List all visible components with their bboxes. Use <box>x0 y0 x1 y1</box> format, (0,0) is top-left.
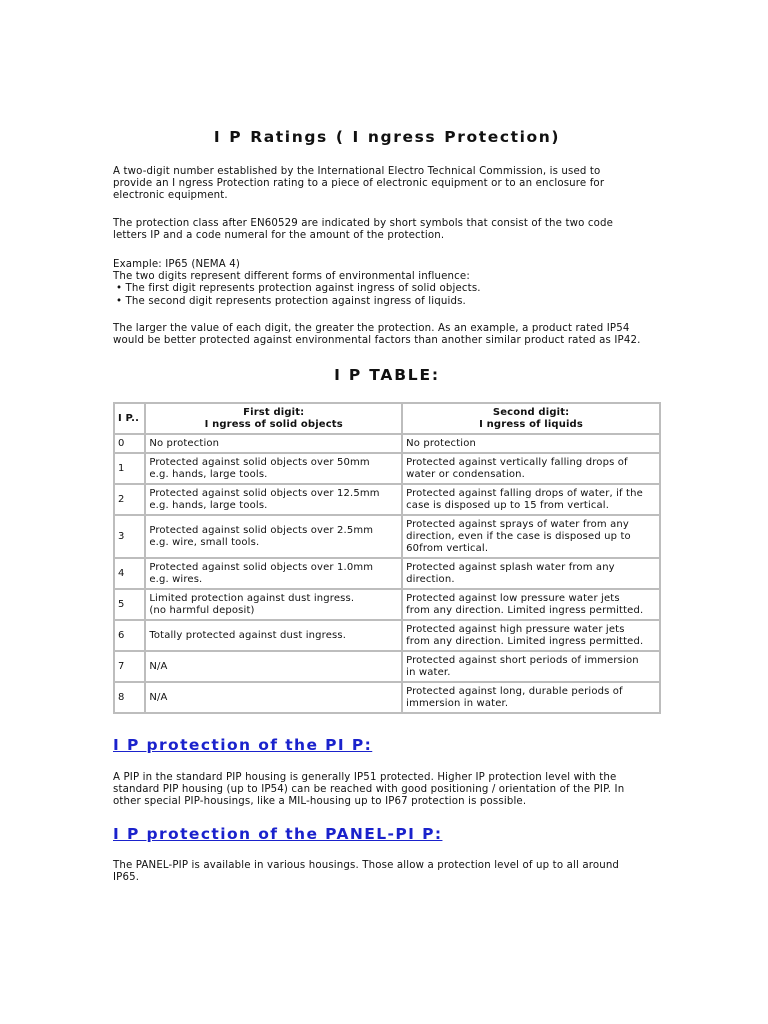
solid-objects-cell <box>145 558 402 589</box>
liquids-cell <box>402 484 660 515</box>
intro-line: electronic equipment. <box>113 190 228 202</box>
cell-text-line: Protected against solid objects over 1.0mm <box>149 561 374 573</box>
table-row <box>114 682 660 713</box>
pip-line: A PIP in the standard PIP housing is generally IP51 protected. Higher IP protection level with the <box>113 772 617 783</box>
table-row <box>114 434 660 453</box>
table-row <box>114 453 660 484</box>
solid-objects-cell <box>145 682 402 713</box>
table-row <box>114 589 660 620</box>
cell-text-line: Protected against vertically falling drops of <box>406 456 628 468</box>
cell-text-line: Protected against solid objects over 12.5mm <box>149 487 380 499</box>
cell-text-line: Protected against solid objects over 2.5mm <box>149 524 374 536</box>
pip-section-heading: I P protection of the PI P: <box>113 736 373 754</box>
table-row <box>114 484 660 515</box>
protection-class-paragraph <box>113 218 661 242</box>
cell-text-line: direction, even if the case is disposed up to <box>406 530 631 542</box>
cell-text-line: Protected against solid objects over 50mm <box>149 456 370 468</box>
cell-text-line: in water. <box>406 666 451 678</box>
intro-line: A two-digit number established by the International Electro Technical Commission, is used to <box>113 166 601 177</box>
ip-table-title: I P TABLE: <box>334 366 440 384</box>
larger-value-paragraph <box>113 323 661 347</box>
header-first-digit-sub: I ngress of solid objects <box>204 418 343 430</box>
cell-text-line: (no harmful deposit) <box>149 604 255 616</box>
ip-level-cell: 3 <box>114 515 145 558</box>
header-first-digit-label: First digit: <box>243 406 305 418</box>
liquids-cell <box>402 682 660 713</box>
cell-text-line: Limited protection against dust ingress. <box>149 592 355 604</box>
ip-level-cell: 7 <box>114 651 145 682</box>
solid-objects-cell <box>145 515 402 558</box>
cell-text-line: 60from vertical. <box>406 542 489 554</box>
cell-text-line: Protected against long, durable periods of <box>406 685 623 697</box>
larger-value-line: would be better protected against environmental factors than another similar product rated as IP42. <box>113 335 641 347</box>
pip-line: standard PIP housing (up to IP54) can be reached with good positioning / orientation of the PIP. In <box>113 784 625 796</box>
header-second-digit-label: Second digit: <box>492 406 570 418</box>
header-ip: I P.. <box>114 403 145 434</box>
panel-pip-line: IP65. <box>113 872 140 884</box>
cell-text-line: case is disposed up to 15 from vertical. <box>406 499 610 511</box>
cell-text-line: e.g. hands, large tools. <box>149 468 268 480</box>
pip-line: other special PIP-housings, like a MIL-housing up to IP67 protection is possible. <box>113 796 527 808</box>
protection-class-line: The protection class after EN60529 are indicated by short symbols that consist of the two code <box>113 218 614 229</box>
cell-text-line: N/A <box>149 660 168 672</box>
cell-text-line: water or condensation. <box>406 468 525 480</box>
bullet-item: • The first digit represents protection against ingress of solid objects. <box>116 283 481 295</box>
panel-pip-line: The PANEL-PIP is available in various housings. Those allow a protection level of up to all around <box>113 860 620 871</box>
table-body <box>114 434 660 713</box>
solid-objects-cell <box>145 651 402 682</box>
cell-text-line: immersion in water. <box>406 697 509 709</box>
page-title: I P Ratings ( I ngress Protection) <box>213 128 561 146</box>
cell-text-line: from any direction. Limited ingress permitted. <box>406 635 644 647</box>
bullet-item: • The second digit represents protection against ingress of liquids. <box>116 295 466 307</box>
cell-text-line: Protected against splash water from any <box>406 561 615 573</box>
cell-text-line: Protected against short periods of immersion <box>406 654 639 666</box>
cell-text-line: Protected against low pressure water jets <box>406 592 620 604</box>
example-paragraph <box>113 259 661 308</box>
liquids-cell <box>402 453 660 484</box>
cell-text-line: e.g. hands, large tools. <box>149 499 268 511</box>
example-line: Example: IP65 (NEMA 4) <box>113 259 241 270</box>
table-row <box>114 558 660 589</box>
cell-text-line: Protected against falling drops of water, if the <box>406 487 643 499</box>
header-first-digit <box>145 403 402 434</box>
ip-level-cell: 1 <box>114 453 145 484</box>
liquids-cell <box>402 651 660 682</box>
solid-objects-cell <box>145 453 402 484</box>
liquids-cell <box>402 434 660 453</box>
liquids-cell <box>402 620 660 651</box>
liquids-cell <box>402 589 660 620</box>
header-second-digit-sub: I ngress of liquids <box>479 418 583 430</box>
intro-line: provide an I ngress Protection rating to a piece of electronic equipment or to an enclosure for <box>113 178 605 190</box>
table-row <box>114 620 660 651</box>
cell-text-line: direction. <box>406 573 455 585</box>
table-row <box>114 515 660 558</box>
table-row <box>114 651 660 682</box>
ip-level-cell: 4 <box>114 558 145 589</box>
cell-text-line: Protected against sprays of water from any <box>406 518 629 530</box>
panel-pip-paragraph <box>113 860 661 884</box>
solid-objects-cell <box>145 434 402 453</box>
solid-objects-cell <box>145 484 402 515</box>
ip-level-cell: 0 <box>114 434 145 453</box>
ip-level-cell: 8 <box>114 682 145 713</box>
cell-text-line: No protection <box>406 437 476 449</box>
header-second-digit <box>402 403 660 434</box>
cell-text-line: from any direction. Limited ingress permitted. <box>406 604 644 616</box>
cell-text-line: Totally protected against dust ingress. <box>149 629 347 641</box>
pip-paragraph <box>113 772 661 809</box>
cell-text-line: N/A <box>149 691 168 703</box>
liquids-cell <box>402 515 660 558</box>
ip-level-cell: 2 <box>114 484 145 515</box>
solid-objects-cell <box>145 589 402 620</box>
cell-text-line: e.g. wire, small tools. <box>149 536 260 548</box>
intro-paragraph <box>113 166 661 203</box>
ip-level-cell: 6 <box>114 620 145 651</box>
panel-pip-section-heading: I P protection of the PANEL-PI P: <box>113 825 443 843</box>
cell-text-line: Protected against high pressure water jets <box>406 623 625 635</box>
example-line: The two digits represent different forms of environmental influence: <box>113 271 470 283</box>
liquids-cell <box>402 558 660 589</box>
ip-table <box>113 402 661 714</box>
ip-level-cell: 5 <box>114 589 145 620</box>
table-header-row <box>114 403 660 434</box>
cell-text-line: No protection <box>149 437 220 449</box>
solid-objects-cell <box>145 620 402 651</box>
larger-value-line: The larger the value of each digit, the greater the protection. As an example, a product rated IP54 <box>113 323 630 334</box>
cell-text-line: e.g. wires. <box>149 573 203 585</box>
protection-class-line: letters IP and a code numeral for the amount of the protection. <box>113 230 445 242</box>
